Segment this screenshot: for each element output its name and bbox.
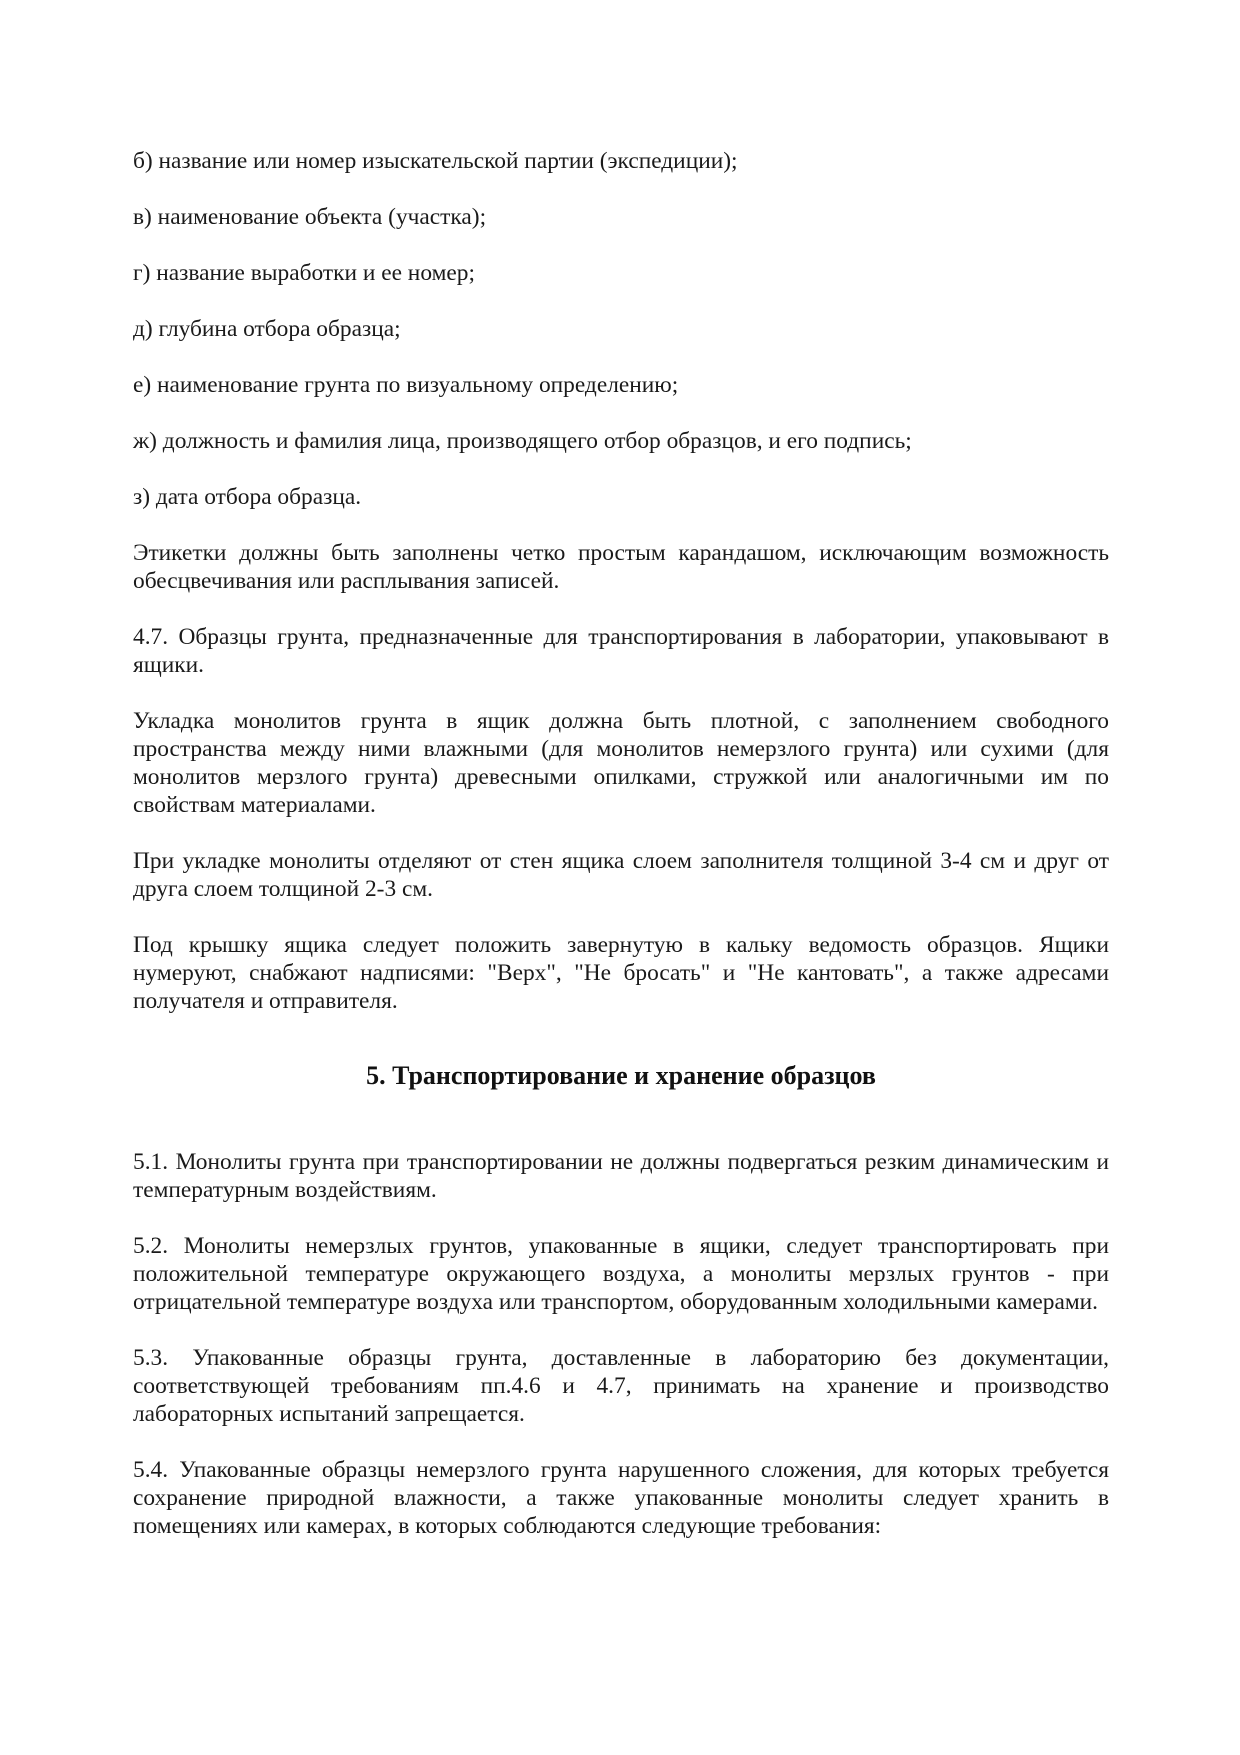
list-item-v: в) наименование объекта (участка);	[133, 204, 487, 230]
list-item-zh: ж) должность и фамилия лица, производящего отбор образцов, и его подпись;	[133, 428, 912, 454]
paragraph-4-7: 4.7. Образцы грунта, предназначенные для транспортирования в лаборатории, упаковывают в ящики.	[133, 624, 1109, 678]
list-item-b: б) название или номер изыскательской партии (экспедиции);	[133, 148, 738, 174]
list-item-z: з) дата отбора образца.	[133, 484, 362, 510]
page-content	[133, 147, 1109, 1568]
paragraph-box-lid: Под крышку ящика следует положить завернутую в кальку ведомость образцов. Ящики нумеруют, снабжают надписями: "Верх", "Не бросать" и "Не кантовать", а также адресами получателя и отправителя.	[133, 932, 1109, 1014]
paragraph-separation: При укладке монолиты отделяют от стен ящика слоем заполнителя толщиной 3-4 см и друг от друга слоем толщиной 2-3 см.	[133, 848, 1109, 902]
paragraph-packing: Укладка монолитов грунта в ящик должна быть плотной, с заполнением свободного пространства между ними влажными (для монолитов немерзлого грунта) или сухими (для монолитов мерзлого грунта) древесными опилками, стружкой или аналогичными им по свойствам материалами.	[133, 708, 1109, 818]
paragraph-labels: Этикетки должны быть заполнены четко простым карандашом, исключающим возможность обесцвечивания или расплывания записей.	[133, 540, 1109, 594]
list-item-d: д) глубина отбора образца;	[133, 316, 401, 342]
list-item-g: г) название выработки и ее номер;	[133, 260, 475, 286]
list-item-e: е) наименование грунта по визуальному определению;	[133, 372, 679, 398]
paragraph-5-1: 5.1. Монолиты грунта при транспортировании не должны подвергаться резким динамическим и температурным воздействиям.	[133, 1149, 1109, 1203]
section-heading: 5. Транспортирование и хранение образцов	[366, 1061, 876, 1090]
paragraph-5-3: 5.3. Упакованные образцы грунта, доставленные в лабораторию без документации, соответствующей требованиям пп.4.6 и 4.7, принимать на хранение и производство лабораторных испытаний запрещается.	[133, 1345, 1109, 1427]
paragraph-5-2: 5.2. Монолиты немерзлых грунтов, упакованные в ящики, следует транспортировать при положительной температуре окружающего воздуха, а монолиты мерзлых грунтов - при отрицательной температуре воздуха или транспортом, оборудованным холодильными камерами.	[133, 1233, 1109, 1315]
paragraph-5-4: 5.4. Упакованные образцы немерзлого грунта нарушенного сложения, для которых требуется сохранение природной влажности, а также упакованные монолиты следует хранить в помещениях или камерах, в которых соблюдаются следующие требования:	[133, 1457, 1109, 1539]
